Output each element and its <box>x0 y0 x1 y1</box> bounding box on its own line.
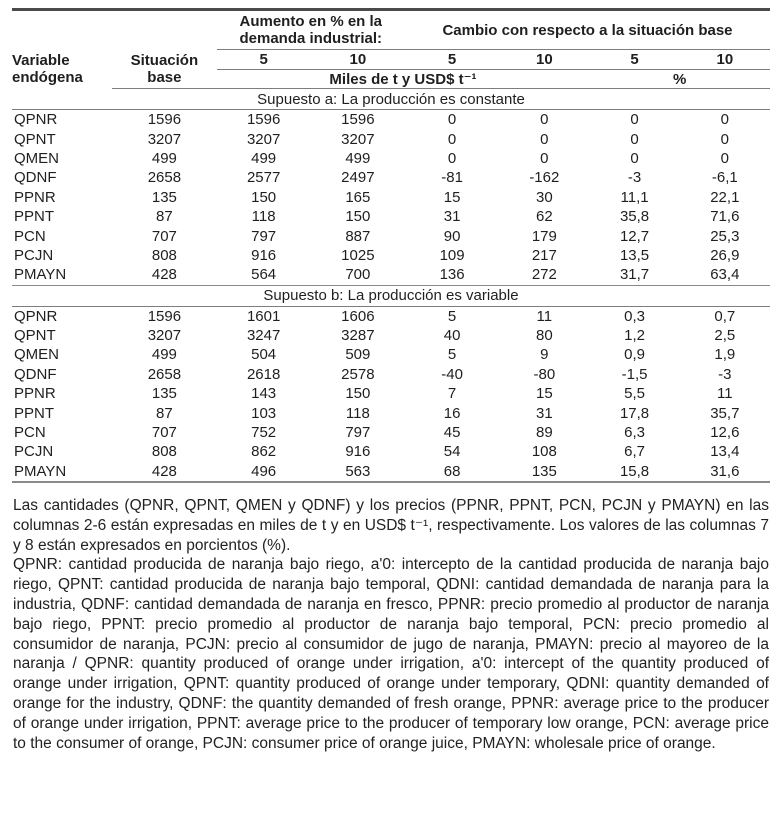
cell-value: 1606 <box>341 307 375 325</box>
cell-value: 1596 <box>147 307 182 325</box>
header-subcol-10b: 10 <box>499 50 589 70</box>
row-variable-label: QMEN <box>14 149 59 167</box>
cell-value: -40 <box>441 365 463 383</box>
cell-value: 563 <box>311 462 405 482</box>
header-unit-percent: % <box>589 70 770 89</box>
table-row <box>12 226 770 245</box>
cell-value: 63,4 <box>680 265 770 285</box>
cell-value: 1,9 <box>714 346 736 364</box>
cell-value: 916 <box>345 443 371 461</box>
cell-value: 80 <box>535 327 553 345</box>
section-title-row <box>12 89 770 110</box>
cell-value: 71,6 <box>710 208 740 226</box>
cell-value: 17,8 <box>619 404 650 422</box>
header-subcol-10a: 10 <box>311 50 405 70</box>
cell-value: 108 <box>531 443 557 461</box>
cell-value: 7 <box>447 385 457 403</box>
cell-value: 11 <box>717 385 733 403</box>
cell-value: 0 <box>540 130 549 148</box>
cell-value: 707 <box>151 424 177 442</box>
header-subcol-5b: 5 <box>405 50 499 70</box>
cell-value: 0 <box>447 149 457 167</box>
cell-value: 0 <box>540 149 549 167</box>
cell-value: 0,3 <box>624 307 645 325</box>
cell-value: 12,6 <box>710 424 740 442</box>
cell-value: 0 <box>720 149 729 167</box>
cell-value: 428 <box>112 265 216 285</box>
cell-value: 504 <box>251 346 277 364</box>
cell-value: 143 <box>251 385 277 403</box>
cell-value: 62 <box>535 208 553 226</box>
table-row <box>12 326 770 345</box>
table-row <box>12 365 770 384</box>
header-unit-miles: Miles de t y USD$ t⁻¹ <box>217 70 590 89</box>
cell-value: 1601 <box>246 307 281 325</box>
cell-value: 118 <box>251 208 276 226</box>
section-title: Supuesto b: La producción es variable <box>12 285 770 306</box>
cell-value: 179 <box>531 227 557 245</box>
row-variable-label: PCN <box>14 424 46 442</box>
cell-value: 11,1 <box>620 188 649 206</box>
table-row <box>12 246 770 265</box>
cell-value: 45 <box>443 424 461 442</box>
cell-value: 564 <box>217 265 311 285</box>
cell-value: 499 <box>151 149 177 167</box>
cell-value: 0 <box>447 130 457 148</box>
cell-value: 15 <box>535 385 553 403</box>
cell-value: -6,1 <box>711 169 738 187</box>
cell-value: 26,9 <box>710 246 740 264</box>
cell-value: -80 <box>533 365 556 383</box>
cell-value: -1,5 <box>621 365 648 383</box>
cell-value: 0 <box>540 111 549 129</box>
table-row <box>12 423 770 442</box>
cell-value: 0 <box>630 130 639 148</box>
cell-value: 136 <box>405 265 499 285</box>
cell-value: 31,7 <box>589 265 679 285</box>
cell-value: 30 <box>535 188 553 206</box>
cell-value: 9 <box>540 346 549 364</box>
table-row <box>12 403 770 422</box>
footnote-definitions: QPNR: cantidad producida de naranja bajo riego, a'0: intercepto de la cantidad producida de naranja bajo riego, QPNT: cantidad producida de naranja bajo temporal, QDNI: cantidad demandada de naranja para la industria, QDNF: cantidad demandada de naranja en fresco, PPNR: precio promedio al productor de naranja bajo riego, PPNT: precio promedio al productor de naranja bajo temporal, PCN: precio promedio al consumidor de naranja, PCJN: precio al consumidor de jugo de naranja, PMAYN: precio al mayoreo de la naranja / QPNR: quantity produced of orange under irrigation, a'0: intercept of the quantity produced of orange under irrigation, QPNT: quantity produced of orange under temporary, QDNI: quantity demanded of orange for the industry, QDNF: the quantity demanded of fresh orange, PPNR: average price to the producer of orange under irrigation, PPNT: average price to the producer of temporary low orange, PCN: average price to the consumer of orange, PCJN: consumer price of orange juice, PMAYN: wholesale price of orange. <box>13 556 769 752</box>
cell-value: 808 <box>151 443 177 461</box>
cell-value: -3 <box>627 169 642 187</box>
cell-value: 31 <box>535 404 553 422</box>
section-title: Supuesto a: La producción es constante <box>12 89 770 110</box>
cell-value: 35,8 <box>619 208 650 226</box>
cell-value: 31,6 <box>680 462 770 482</box>
cell-value: 15,8 <box>589 462 679 482</box>
table-row <box>12 384 770 403</box>
header-base-col: Situación base <box>112 50 216 89</box>
table-row <box>12 168 770 187</box>
cell-value: 68 <box>405 462 499 482</box>
cell-value: 3207 <box>341 130 375 148</box>
cell-value: 5,5 <box>624 385 645 403</box>
cell-value: 2658 <box>147 169 182 187</box>
cell-value: 797 <box>345 424 371 442</box>
header-empty-cell <box>12 10 217 50</box>
table-header <box>12 10 770 89</box>
section-title-row <box>12 285 770 306</box>
cell-value: 87 <box>156 208 173 226</box>
cell-value: 1025 <box>341 246 375 264</box>
cell-value: 13,5 <box>619 246 650 264</box>
cell-value: 165 <box>345 188 371 206</box>
row-variable-label: QMEN <box>14 346 59 364</box>
cell-value: 89 <box>535 424 553 442</box>
row-variable-label: QPNT <box>14 327 56 345</box>
section-supuesto-a <box>12 89 770 286</box>
cell-value: 3207 <box>147 327 182 345</box>
cell-value: 509 <box>345 346 371 364</box>
cell-value: 887 <box>345 227 371 245</box>
header-subcol-5a: 5 <box>217 50 311 70</box>
cell-value: 109 <box>439 246 465 264</box>
cell-value: 12,7 <box>619 227 650 245</box>
table-row <box>12 442 770 461</box>
row-variable-label: PPNR <box>14 188 56 206</box>
table-row <box>12 306 770 326</box>
cell-value: 428 <box>112 462 216 482</box>
cell-value: 40 <box>443 327 461 345</box>
cell-value: 2,5 <box>714 327 736 345</box>
cell-value: 0 <box>630 149 639 167</box>
cell-value: 135 <box>151 188 177 206</box>
cell-value: -3 <box>718 365 732 383</box>
row-variable-label: PCJN <box>14 246 54 264</box>
cell-value: 0 <box>720 130 729 148</box>
cell-value: 0 <box>720 111 729 129</box>
cell-value: 31 <box>443 208 461 226</box>
row-variable-label: PMAYN <box>12 462 112 482</box>
cell-value: 3207 <box>246 130 281 148</box>
cell-value: 1,2 <box>624 327 645 345</box>
cell-value: 3207 <box>147 130 182 148</box>
cell-value: 862 <box>251 443 277 461</box>
cell-value: 0,9 <box>624 346 645 364</box>
cell-value: 499 <box>251 149 277 167</box>
row-variable-label: PPNT <box>14 208 55 226</box>
cell-value: 707 <box>151 227 177 245</box>
cell-value: 797 <box>251 227 277 245</box>
cell-value: 35,7 <box>710 404 740 422</box>
cell-value: 2497 <box>341 169 375 187</box>
cell-value: 6,7 <box>624 443 645 461</box>
row-variable-label: QDNF <box>14 169 57 187</box>
cell-value: 5 <box>447 307 457 325</box>
cell-value: 87 <box>156 404 173 422</box>
cell-value: 2577 <box>246 169 281 187</box>
cell-value: 496 <box>217 462 311 482</box>
cell-value: 752 <box>251 424 277 442</box>
results-table <box>12 8 770 483</box>
cell-value: 16 <box>443 404 461 422</box>
cell-value: 0,7 <box>714 307 736 325</box>
cell-value: 2618 <box>246 365 281 383</box>
cell-value: 700 <box>311 265 405 285</box>
header-subcol-10c: 10 <box>680 50 770 70</box>
cell-value: 1596 <box>246 111 281 129</box>
cell-value: 3287 <box>341 327 375 345</box>
header-span-cambio: Cambio con respecto a la situación base <box>405 10 770 50</box>
cell-value: 1596 <box>147 111 182 129</box>
cell-value: 25,3 <box>710 227 740 245</box>
cell-value: 272 <box>499 265 589 285</box>
cell-value: 150 <box>345 385 371 403</box>
cell-value: 150 <box>251 188 277 206</box>
row-variable-label: PCJN <box>14 443 54 461</box>
section-supuesto-b <box>12 285 770 482</box>
table-row <box>12 110 770 130</box>
footnote-units: Las cantidades (QPNR, QPNT, QMEN y QDNF) y los precios (PPNR, PPNT, PCN, PCJN y PMAYN) en las columnas 2-6 están expresadas en miles de t y en USD$ t⁻¹, respectivamente. Los valores de las columnas 7 y 8 están expresados en porcientos (%). <box>13 497 769 554</box>
row-variable-label: PPNT <box>14 404 55 422</box>
header-span-aumento: Aumento en % en la demanda industrial: <box>217 10 405 50</box>
cell-value: 150 <box>345 208 371 226</box>
row-variable-label: PCN <box>14 227 46 245</box>
cell-value: 6,3 <box>624 424 645 442</box>
cell-value: 15 <box>443 188 461 206</box>
cell-value: 499 <box>345 149 371 167</box>
row-variable-label: QPNR <box>14 307 58 325</box>
cell-value: 135 <box>499 462 589 482</box>
row-variable-label: QPNR <box>14 111 58 129</box>
cell-value: 135 <box>151 385 177 403</box>
table-footnotes <box>13 496 769 753</box>
cell-value: 22,1 <box>710 188 740 206</box>
table-row <box>12 188 770 207</box>
cell-value: 11 <box>536 307 553 325</box>
row-variable-label: QPNT <box>14 130 56 148</box>
cell-value: 2658 <box>147 365 182 383</box>
table-row <box>12 129 770 148</box>
cell-value: 808 <box>151 246 177 264</box>
cell-value: 13,4 <box>710 443 740 461</box>
cell-value: -81 <box>441 169 463 187</box>
header-variable-col: Variable endógena <box>12 52 83 86</box>
cell-value: 217 <box>531 246 557 264</box>
header-subcol-5c: 5 <box>589 50 679 70</box>
cell-value: 118 <box>345 404 370 422</box>
cell-value: 3247 <box>246 327 281 345</box>
table-row <box>12 462 770 482</box>
cell-value: 499 <box>151 346 177 364</box>
cell-value: 1596 <box>341 111 375 129</box>
cell-value: 0 <box>447 111 457 129</box>
cell-value: 0 <box>630 111 639 129</box>
cell-value: 90 <box>443 227 461 245</box>
row-variable-label: PMAYN <box>12 265 112 285</box>
cell-value: 5 <box>447 346 457 364</box>
cell-value: 103 <box>251 404 277 422</box>
row-variable-label: PPNR <box>14 385 56 403</box>
cell-value: 54 <box>443 443 461 461</box>
cell-value: 916 <box>251 246 277 264</box>
table-row <box>12 265 770 285</box>
cell-value: 2578 <box>341 365 375 383</box>
table-row <box>12 149 770 168</box>
table-row <box>12 345 770 364</box>
cell-value: -162 <box>529 169 560 187</box>
row-variable-label: QDNF <box>14 365 57 383</box>
table-row <box>12 207 770 226</box>
